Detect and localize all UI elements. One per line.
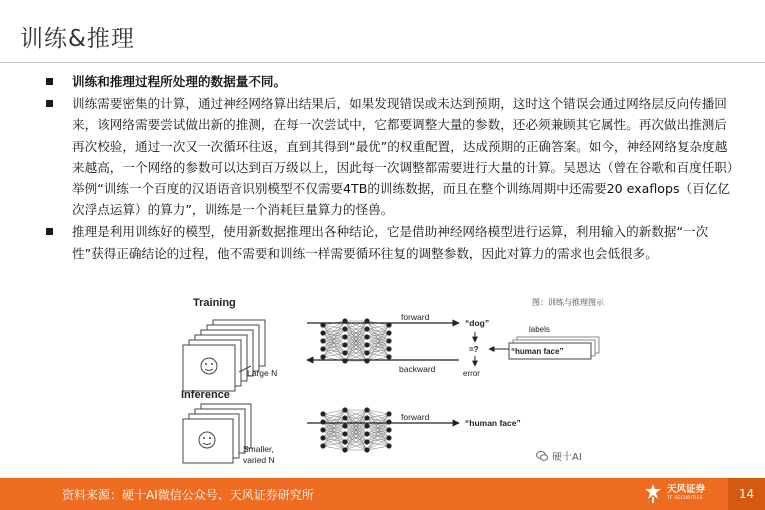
- watermark: [536, 448, 582, 463]
- brand-logo: [643, 482, 705, 504]
- network-node: [365, 335, 370, 340]
- bullet-square-icon: [46, 100, 53, 107]
- bullet-square-icon: [46, 78, 53, 85]
- network-node: [365, 343, 370, 348]
- bullet-square-icon: [46, 228, 53, 235]
- network-node: [365, 327, 370, 332]
- figure-caption: 图：训练与推理图示: [532, 298, 604, 307]
- inference-image-stack: [183, 404, 251, 463]
- bullet-item: [44, 71, 734, 92]
- varied-n-label: varied N: [243, 455, 275, 465]
- forward-label: forward: [401, 312, 430, 322]
- compare-symbol: =?: [469, 345, 479, 354]
- network-node: [321, 339, 326, 344]
- bullet-text: 训练和推理过程所处理的数据量不同。: [72, 74, 287, 89]
- network-node: [387, 347, 392, 352]
- network-node: [343, 343, 348, 348]
- network-node: [321, 428, 326, 433]
- forward-label-inference: forward: [401, 412, 430, 422]
- human-face-label: “human face”: [511, 347, 564, 356]
- network-node: [365, 359, 370, 364]
- network-node: [365, 408, 370, 413]
- network-node: [365, 448, 370, 453]
- title-divider: [0, 62, 765, 63]
- network-node: [387, 420, 392, 425]
- labels-label: labels: [529, 325, 550, 334]
- network-node: [387, 444, 392, 449]
- inference-label: Inference: [181, 389, 230, 401]
- network-node: [343, 424, 348, 429]
- network-node: [321, 412, 326, 417]
- network-node: [365, 416, 370, 421]
- network-node: [365, 424, 370, 429]
- inference-neural-network: [321, 408, 392, 453]
- network-node: [321, 420, 326, 425]
- training-inference-diagram: [175, 290, 600, 470]
- network-node: [343, 432, 348, 437]
- network-node: [387, 331, 392, 336]
- network-node: [387, 436, 392, 441]
- dog-output: “dog”: [465, 318, 490, 328]
- brand-name: 天风证券: [667, 484, 706, 495]
- bullet-item: [44, 221, 734, 263]
- page-number: 14: [728, 478, 765, 510]
- human-face-output: “human face”: [465, 418, 521, 428]
- network-node: [343, 335, 348, 340]
- network-node: [387, 339, 392, 344]
- network-node: [387, 355, 392, 360]
- source-note: 资料来源：硬十AI微信公众号、天风证券研究所: [62, 488, 314, 502]
- network-node: [343, 416, 348, 421]
- network-node: [321, 347, 326, 352]
- smaller-label: Smaller,: [243, 444, 274, 454]
- training-neural-network: [321, 319, 392, 364]
- bullet-list: [44, 71, 734, 265]
- network-node: [387, 428, 392, 433]
- watermark-text: 硬十AI: [552, 452, 582, 463]
- network-node: [343, 351, 348, 356]
- training-image-stack: [183, 320, 265, 391]
- footer-bar: [0, 478, 765, 510]
- error-label: error: [463, 369, 480, 378]
- bullet-text: 推理是利用训练好的模型，使用新数据推理出各种结论，它是借助神经网络模型进行运算，利用输入的新数据“一次性”获得正确结论的过程，他不需要和训练一样需要循环往复的调整参数，因此对算力的需求也会低很多。: [72, 224, 709, 261]
- network-node: [321, 444, 326, 449]
- network-node: [343, 359, 348, 364]
- network-node: [365, 432, 370, 437]
- page-title: 训练&推理: [20, 26, 135, 52]
- brand-name-en: TF SECURITIES: [667, 495, 703, 501]
- network-node: [365, 351, 370, 356]
- training-label: Training: [193, 297, 236, 309]
- network-node: [343, 408, 348, 413]
- backward-label: backward: [399, 364, 436, 374]
- bullet-text: 训练需要密集的计算，通过神经网络算出结果后，如果发现错误或未达到预期，这时这个错误会通过网络层反向传播回来，该网络需要尝试做出新的推测，在每一次尝试中，它都要调整大量的参数，还必须兼顾其它属性。再次做出推测后再次校验，通过一次又一次循环往返，直到其得到“最优”的权重配置，达成预期的正确答案。如今，神经网络复杂度越来越高，一个网络的参数可以达到百万级以上，因此每一次调整都需要进行大量的计算。吴恩达（曾在谷歌和百度任职）举例“训练一个百度的汉语语音识别模型不仅需要4TB的训练数据，而且在整个训练周期中还需要20 exaflops（百亿亿次浮点运算）的算力”，训练是一个消耗巨量算力的怪兽。: [72, 96, 734, 218]
- network-node: [343, 327, 348, 332]
- bullet-item: [44, 93, 734, 220]
- large-n-label: Large N: [247, 368, 278, 378]
- network-node: [321, 436, 326, 441]
- network-node: [321, 331, 326, 336]
- network-node: [343, 448, 348, 453]
- network-node: [343, 440, 348, 445]
- network-node: [365, 440, 370, 445]
- network-node: [321, 355, 326, 360]
- wechat-icon: [536, 451, 548, 461]
- tf-logo-icon: [643, 482, 663, 504]
- network-node: [387, 412, 392, 417]
